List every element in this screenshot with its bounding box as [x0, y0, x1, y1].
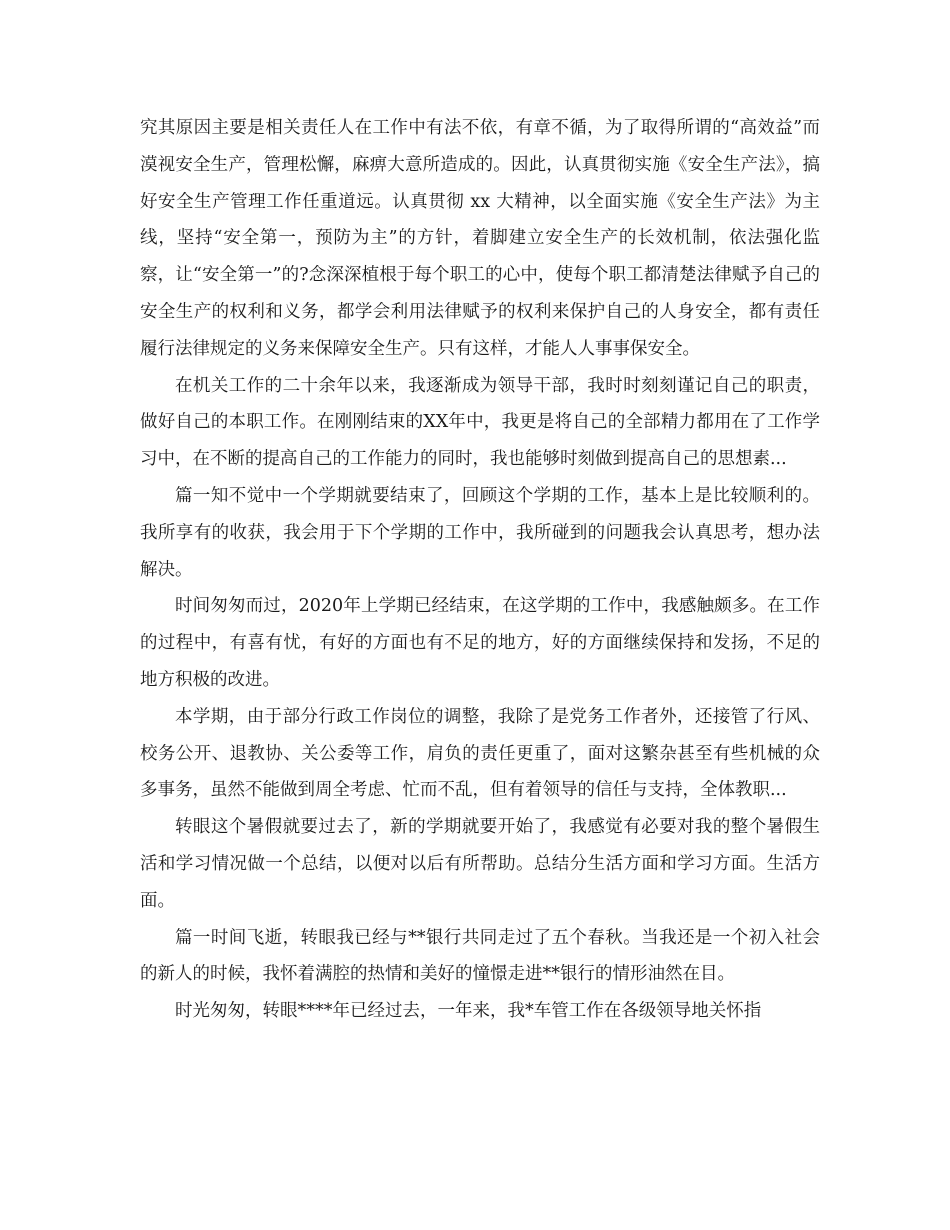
paragraph-7: 篇一时间飞逝，转眼我已经与**银行共同走过了五个春秋。当我还是一个初入社会的新人的时候，我怀着满腔的热情和美好的憧憬走进**银行的情形油然在目。: [140, 927, 820, 985]
paragraph-4: 时间匆匆而过，2020年上学期已经结束，在这学期的工作中，我感触颇多。在工作的过程中，有喜有忧，有好的方面也有不足的地方，好的方面继续保持和发扬，不足的地方积极的改进。: [140, 596, 820, 690]
paragraph-3: 篇一知不觉中一个学期就要结束了，回顾这个学期的工作，基本上是比较顺利的。我所享有的收获，我会用于下个学期的工作中，我所碰到的问题我会认真思考，想办法解决。: [140, 485, 820, 580]
paragraph-2: 在机关工作的二十余年以来，我逐渐成为领导干部，我时时刻刻谨记自己的职责，做好自己的本职工作。在刚刚结束的XX年中，我更是将自己的全部精力都用在了工作学习中，在不断的提高自己的工作能力的同时，我也能够时刻做到提高自己的思想素...: [140, 375, 820, 470]
paragraph-6: 转眼这个暑假就要过去了，新的学期就要开始了，我感觉有必要对我的整个暑假生活和学习情况做一个总结，以便对以后有所帮助。总结分生活方面和学习方面。生活方面。: [140, 817, 820, 911]
paragraph-8: 时光匆匆，转眼****年已经过去，一年来，我*车管工作在各级领导地关怀指: [175, 1001, 762, 1022]
paragraph-1: 究其原因主要是相关责任人在工作中有法不依，有章不循，为了取得所谓的“高效益”而漠视安全生产，管理松懈，麻痹大意所造成的。因此，认真贯彻实施《安全生产法》，搞好安全生产管理工作任重道远。认真贯彻 xx 大精神，以全面实施《安全生产法》为主线，坚持“安全第一，预防为主”的方针，着脚建立安全生产的长效机制，依法强化监察，让“安全第一”的?念深深植根于每个职工的心中，使每个职工都清楚法律赋予自己的安全生产的权利和义务，都学会利用法律赋予的权利来保护自己的人身安全，都有责任履行法律规定的义务来保障安全生产。只有这样，才能人人事事保安全。: [140, 118, 820, 359]
paragraph-5: 本学期，由于部分行政工作岗位的调整，我除了是党务工作者外，还接管了行风、校务公开、退教协、关公委等工作，肩负的责任更重了，面对这繁杂甚至有些机械的众多事务，虽然不能做到周全考虑、忙而不乱，但有着领导的信任与支持，全体教职...: [140, 706, 820, 801]
document-body: [140, 110, 820, 1030]
